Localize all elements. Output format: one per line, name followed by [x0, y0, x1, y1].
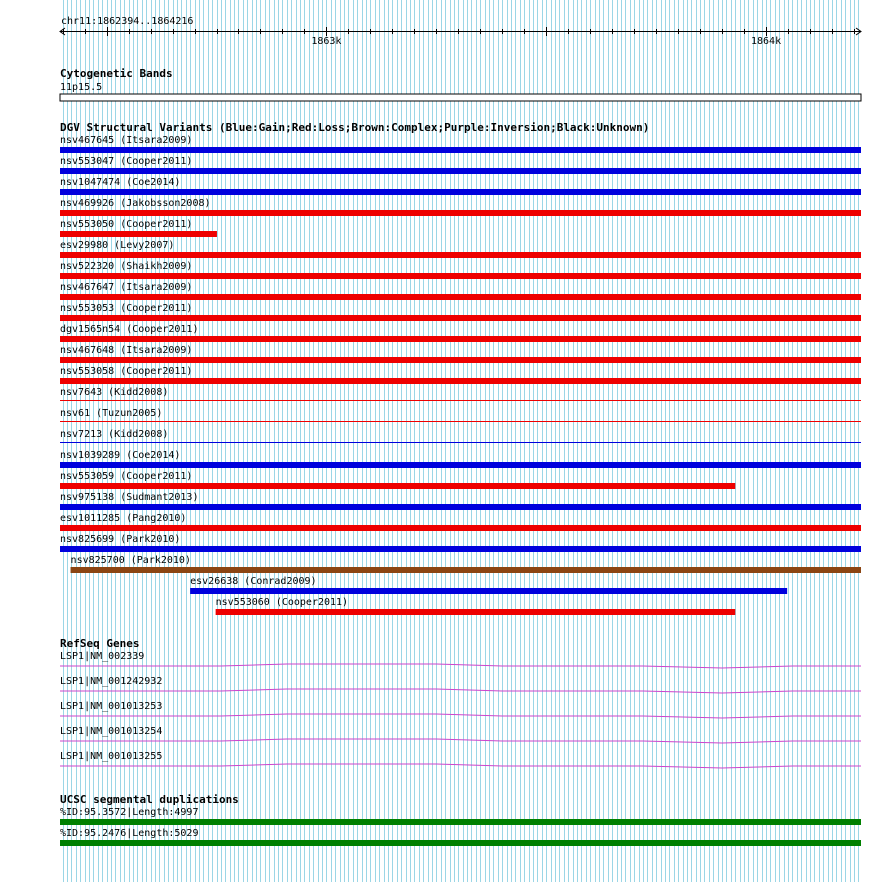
variant-label: nsv1039289 (Coe2014)	[60, 450, 181, 461]
segdup-label: %ID:95.3572|Length:4997	[60, 807, 199, 818]
variant-label: esv26638 (Conrad2009)	[190, 576, 317, 587]
gene-label: LSP1|NM_001013255	[60, 751, 163, 762]
variant-bar	[216, 609, 736, 615]
gene-model	[60, 739, 861, 743]
variant-label: nsv553047 (Cooper2011)	[60, 156, 193, 167]
variant-label: nsv553050 (Cooper2011)	[60, 219, 193, 230]
variant-bar	[60, 442, 861, 443]
gene-model	[60, 764, 861, 768]
segdup-bar	[60, 840, 861, 846]
variant-label: nsv7213 (Kidd2008)	[60, 429, 169, 440]
variant-bar	[71, 567, 861, 573]
variant-label: nsv467648 (Itsara2009)	[60, 345, 193, 356]
ruler-tick-label: 1863k	[311, 36, 342, 47]
variant-bar	[60, 504, 861, 510]
variant-bar	[60, 273, 861, 279]
gene-model	[60, 689, 861, 693]
variant-label: nsv1047474 (Coe2014)	[60, 177, 181, 188]
variant-bar	[60, 525, 861, 531]
variant-bar	[60, 210, 861, 216]
ruler-tick-label: 1864k	[750, 36, 782, 47]
variant-bar	[190, 588, 787, 594]
variant-label: nsv975138 (Sudmant2013)	[60, 492, 199, 503]
gene-label: LSP1|NM_002339	[60, 651, 145, 662]
ruler-range-label: chr11:1862394..1864216	[61, 16, 194, 27]
variant-bar	[60, 483, 735, 489]
variant-label: nsv7643 (Kidd2008)	[60, 387, 169, 398]
variant-bar	[60, 252, 861, 258]
dgv-track-title: DGV Structural Variants (Blue:Gain;Red:Loss;Brown:Complex;Purple:Inversion;Black:Unknown)	[60, 121, 650, 134]
variant-label: nsv467647 (Itsara2009)	[60, 282, 193, 293]
variant-label: esv1011285 (Pang2010)	[60, 513, 187, 524]
variant-bar	[60, 378, 861, 384]
cytoband-label: 11p15.5	[60, 82, 103, 93]
variant-bar	[60, 462, 861, 468]
variant-label: esv29980 (Levy2007)	[60, 240, 175, 251]
variant-label: nsv553060 (Cooper2011)	[215, 597, 349, 608]
segdup-bar	[60, 819, 861, 825]
variant-bar	[60, 168, 861, 174]
gene-label: LSP1|NM_001242932	[60, 676, 163, 687]
variant-label: nsv553058 (Cooper2011)	[60, 366, 193, 377]
gene-label: LSP1|NM_001013254	[60, 726, 163, 737]
cytoband-bar	[60, 94, 861, 101]
variant-label: dgv1565n54 (Cooper2011)	[60, 324, 199, 335]
variant-label: nsv469926 (Jakobsson2008)	[60, 198, 211, 209]
variant-label: nsv553059 (Cooper2011)	[60, 471, 193, 482]
variant-bar	[60, 336, 861, 342]
variant-label: nsv61 (Tuzun2005)	[60, 408, 163, 419]
variant-label: nsv825700 (Park2010)	[70, 555, 191, 566]
variant-bar	[60, 357, 861, 363]
gene-label: LSP1|NM_001013253	[60, 701, 163, 712]
gene-model	[60, 664, 861, 668]
variant-bar	[60, 315, 861, 321]
variant-bar	[60, 294, 861, 300]
variant-label: nsv467645 (Itsara2009)	[60, 135, 193, 146]
gene-model	[60, 714, 861, 718]
variant-label: nsv553053 (Cooper2011)	[60, 303, 193, 314]
variant-bar	[60, 400, 861, 401]
variant-bar	[60, 189, 861, 195]
variant-label: nsv522320 (Shaikh2009)	[60, 261, 193, 272]
variant-bar	[60, 421, 861, 422]
segdup-label: %ID:95.2476|Length:5029	[60, 828, 199, 839]
variant-label: nsv825699 (Park2010)	[60, 534, 181, 545]
cytoband-track-title: Cytogenetic Bands	[60, 67, 173, 80]
segdup-track-title: UCSC segmental duplications	[60, 793, 239, 806]
variant-bar	[60, 147, 861, 153]
variant-bar	[60, 231, 217, 237]
variant-bar	[60, 546, 861, 552]
refseq-track-title: RefSeq Genes	[60, 637, 140, 650]
